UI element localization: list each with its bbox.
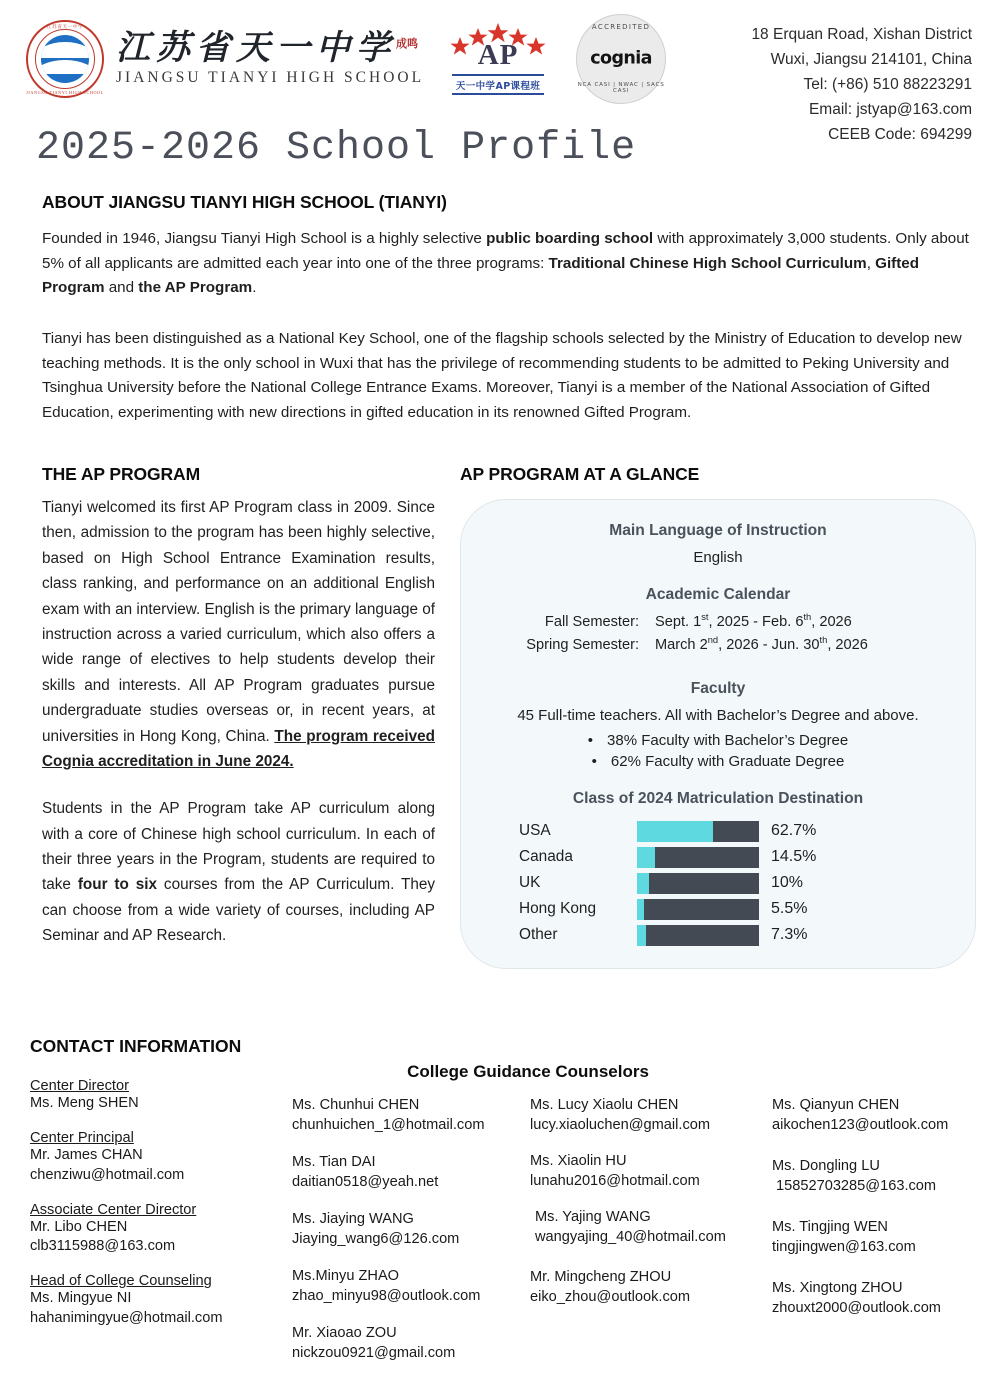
cognia-wordmark: cognia [590, 48, 652, 69]
bar-value-label: 14.5% [771, 848, 817, 865]
counselor-entry [292, 1267, 524, 1306]
faculty-bullet-list [477, 732, 959, 770]
contact-entry [30, 1130, 280, 1185]
ap-program-section [42, 464, 435, 949]
spacer [477, 660, 959, 680]
counselor-email[interactable]: lunahu2016@hotmail.com [530, 1172, 700, 1189]
counselor-entry [772, 1157, 1000, 1196]
counselor-name: Ms. Tian DAI [292, 1154, 376, 1171]
ap-program-paragraph-2: Students in the AP Program take AP curriculum along with a core of Chinese high school curriculum. In each of their three years in the Program, students are required to take four to six courses from the AP Curriculum. They can choose from a wide variety of courses, including AP Seminar and AP Research. [42, 800, 435, 945]
counselor-name: Ms. Jiaying WANG [292, 1211, 414, 1228]
faculty-summary: 45 Full-time teachers. All with Bachelor’s Degree and above. [517, 707, 919, 724]
matriculation-chart-title: Class of 2024 Matriculation Destination [572, 790, 864, 807]
matriculation-bar-row [519, 870, 959, 896]
counselor-name: Ms. Yajing WANG [535, 1209, 651, 1226]
counselor-email[interactable]: chunhuichen_1@hotmail.com [292, 1116, 485, 1133]
bullet-icon: • [587, 732, 594, 749]
bar-category-label: USA [519, 822, 551, 839]
calendar-rows [477, 614, 959, 653]
faculty-heading: Faculty [690, 680, 746, 697]
counselor-email[interactable]: zhao_minyu98@outlook.com [292, 1287, 481, 1304]
language-value: English [693, 549, 743, 566]
contact-role: Associate Center Director [30, 1201, 197, 1218]
cognia-accredited-label: ACCREDITED [591, 23, 651, 31]
counselor-email[interactable]: 15852703285@163.com [776, 1177, 937, 1194]
counselor-column-2 [530, 1096, 762, 1324]
counselor-entry [292, 1210, 524, 1249]
page-title: 2025-2026 School Profile [36, 126, 637, 171]
school-name-en: JIANGSU TIANYI HIGH SCHOOL [116, 68, 425, 86]
bar-value-label: 5.5% [771, 900, 808, 917]
bar-track [637, 873, 759, 894]
bar-value-label: 7.3% [771, 926, 808, 943]
counselor-entry [772, 1279, 1000, 1318]
bar-category-label: Canada [519, 848, 573, 865]
matriculation-bar-row [519, 818, 959, 844]
calendar-value: March 2nd, 2026 - Jun. 30th, 2026 [655, 635, 868, 653]
spacer [477, 566, 959, 586]
contact-entry [30, 1202, 280, 1257]
address-ceeb-code: CEEB Code: 694299 [828, 126, 972, 144]
calendar-row [477, 637, 959, 653]
bar-category-label: UK [519, 874, 541, 891]
contact-role: Center Director [30, 1078, 129, 1094]
school-name-cn: 江苏省天一中学成鸣 [116, 28, 418, 69]
school-seal-icon [26, 20, 104, 98]
calendar-label: Spring Semester: [526, 637, 639, 653]
contact-name: Mr. Libo CHEN [30, 1218, 128, 1235]
bar-value-label: 62.7% [771, 822, 817, 839]
contact-email[interactable]: chenziwu@hotmail.com [30, 1166, 185, 1183]
counselor-name: Ms. Qianyun CHEN [772, 1097, 900, 1113]
counselors-heading: College Guidance Counselors [407, 1062, 649, 1081]
contact-name: Mr. James CHAN [30, 1147, 143, 1164]
calendar-value: Sept. 1st, 2025 - Feb. 6th, 2026 [655, 612, 852, 630]
counselor-email[interactable]: aikochen123@outlook.com [772, 1116, 949, 1133]
address-telephone: Tel: (+86) 510 88223291 [803, 76, 972, 94]
counselor-email[interactable]: eiko_zhou@outlook.com [530, 1288, 691, 1305]
bullet-icon: • [591, 753, 597, 770]
counselor-entry [530, 1268, 762, 1307]
bar-value-label: 10% [771, 874, 804, 891]
counselor-email[interactable]: Jiaying_wang6@126.com [292, 1230, 460, 1247]
seal-text-bottom: JIANGSU TIANYI HIGH SCHOOL [26, 90, 104, 95]
counselor-name: Ms. Xingtong ZHOU [772, 1280, 903, 1297]
bar-fill [637, 899, 644, 920]
ap-program-paragraph-1: Tianyi welcomed its first AP Program class in 2009. Since then, admission to the program has been highly selective, based on High School Entrance Examination results, class ranking, and performance on an additional English exam with an interview. English is the primary language of instruction across a varied curriculum, which also offers a wide range of electives to help students develop their skills and interests. All AP Program graduates pursue undergraduate studies overseas or, in recent years, at universities in Hong Kong, China. The program received Cognia accreditation in June 2024. [42, 499, 435, 770]
matriculation-bar-row [519, 922, 959, 948]
counselor-name: Ms. Xiaolin HU [530, 1153, 627, 1170]
counselor-name: Ms. Chunhui CHEN [292, 1097, 420, 1113]
page-header [0, 8, 1000, 144]
ap-logo-band-label: 天一中学AP课程班 [452, 74, 544, 95]
glance-heading: AP PROGRAM AT A GLANCE [460, 464, 700, 484]
about-paragraph-1: Founded in 1946, Jiangsu Tianyi High School is a highly selective public boarding school with approximately 3,000 students. Only about 5% of all applicants are admitted each year into one of the three programs: Traditional Chinese High School Curriculum, Gifted Program and the AP Program. [42, 230, 969, 297]
matriculation-bar-chart [477, 818, 959, 948]
address-street: 18 Erquan Road, Xishan District [751, 26, 972, 43]
seal-wave-emblem [41, 35, 89, 83]
calendar-label: Fall Semester: [544, 614, 639, 630]
counselor-name: Ms.Minyu ZHAO [292, 1268, 400, 1285]
about-section [42, 192, 972, 425]
faculty-bullet-item: • 62% Faculty with Graduate Degree [591, 753, 845, 770]
counselor-column-1 [292, 1096, 524, 1381]
address-email: Email: jstyap@163.com [808, 101, 972, 119]
contact-name: Ms. Meng SHEN [30, 1095, 139, 1111]
calendar-heading: Academic Calendar [645, 586, 791, 603]
calendar-row [477, 614, 959, 630]
ap-program-heading: THE AP PROGRAM [42, 464, 201, 484]
faculty-bullet-item: • 38% Faculty with Bachelor’s Degree [587, 732, 849, 749]
counselor-entry [772, 1096, 1000, 1135]
ap-program-logo [450, 19, 546, 99]
contact-entry [30, 1078, 280, 1113]
counselor-entry [772, 1218, 1000, 1257]
counselor-name: Ms. Dongling LU [772, 1158, 880, 1175]
logo-row [26, 14, 666, 104]
bar-track [637, 925, 759, 946]
counselor-entry [292, 1096, 524, 1135]
contact-list [30, 1078, 280, 1345]
contact-role: Head of College Counseling [30, 1273, 212, 1290]
cognia-agency-label: NCA CASI | NWAC | SACS CASI [577, 82, 665, 94]
counselor-email[interactable]: lucy.xiaoluchen@gmail.com [530, 1116, 711, 1133]
contact-email[interactable]: clb3115988@163.com [30, 1238, 176, 1254]
counselor-email[interactable]: wangyajing_40@hotmail.com [535, 1228, 726, 1245]
school-address-block [751, 22, 972, 148]
about-paragraph-2: Tianyi has been distinguished as a National Key School, one of the flagship schools selected by the Ministry of Education to develop new teaching methods. It is the only school in Wuxi that has the privilege of recommending students to be admitted to Peking University and Tsinghua University before the National College Entrance Exams. Moreover, Tianyi is a member of the National Association of Gifted Education, experimenting with new directions in gifted education in its renowned Gifted Program. [42, 329, 962, 421]
counselor-email[interactable]: tingjingwen@163.com [772, 1238, 916, 1255]
counselor-entry [292, 1153, 524, 1192]
about-heading: ABOUT JIANGSU TIANYI HIGH SCHOOL (TIANYI) [42, 192, 447, 212]
calligraphy-stamp-icon: 成鸣 [396, 36, 418, 50]
counselor-email[interactable]: nickzou0921@gmail.com [292, 1344, 456, 1361]
matriculation-bar-row [519, 896, 959, 922]
school-wordmark [116, 28, 425, 87]
counselor-entry [530, 1152, 762, 1191]
glance-card [460, 499, 976, 969]
contact-heading: CONTACT INFORMATION [30, 1036, 242, 1056]
bar-fill [637, 925, 646, 946]
counselor-name: Ms. Tingjing WEN [772, 1219, 888, 1236]
counselor-entry [292, 1324, 524, 1363]
counselor-entry [530, 1208, 762, 1247]
contact-role: Center Principal [30, 1130, 134, 1147]
counselor-entry [530, 1096, 762, 1135]
bar-fill [637, 873, 649, 894]
seal-text-top: 江苏省天一中学 [46, 23, 84, 29]
bar-track [637, 821, 759, 842]
counselor-column-3 [772, 1096, 1000, 1340]
counselor-email[interactable]: daitian0518@yeah.net [292, 1173, 439, 1190]
bar-category-label: Hong Kong [519, 900, 597, 917]
address-city: Wuxi, Jiangsu 214101, China [770, 51, 972, 69]
counselor-name: Mr. Xiaoao ZOU [292, 1325, 397, 1342]
cognia-accreditation-badge [576, 14, 666, 104]
contact-email[interactable]: hahanimingyue@hotmail.com [30, 1309, 223, 1326]
counselor-email[interactable]: zhouxt2000@outlook.com [772, 1299, 941, 1316]
bar-fill [637, 821, 713, 842]
contact-entry [30, 1273, 280, 1328]
counselor-name: Ms. Lucy Xiaolu CHEN [530, 1097, 679, 1113]
bar-track [637, 899, 759, 920]
matriculation-bar-row [519, 844, 959, 870]
bar-fill [637, 847, 655, 868]
glance-section [460, 464, 988, 969]
bar-category-label: Other [519, 926, 558, 943]
contact-name: Ms. Mingyue NI [30, 1290, 132, 1307]
ap-logo-text: AP [477, 39, 519, 71]
counselor-name: Mr. Mingcheng ZHOU [530, 1269, 672, 1286]
language-heading: Main Language of Instruction [609, 522, 827, 539]
bar-track [637, 847, 759, 868]
